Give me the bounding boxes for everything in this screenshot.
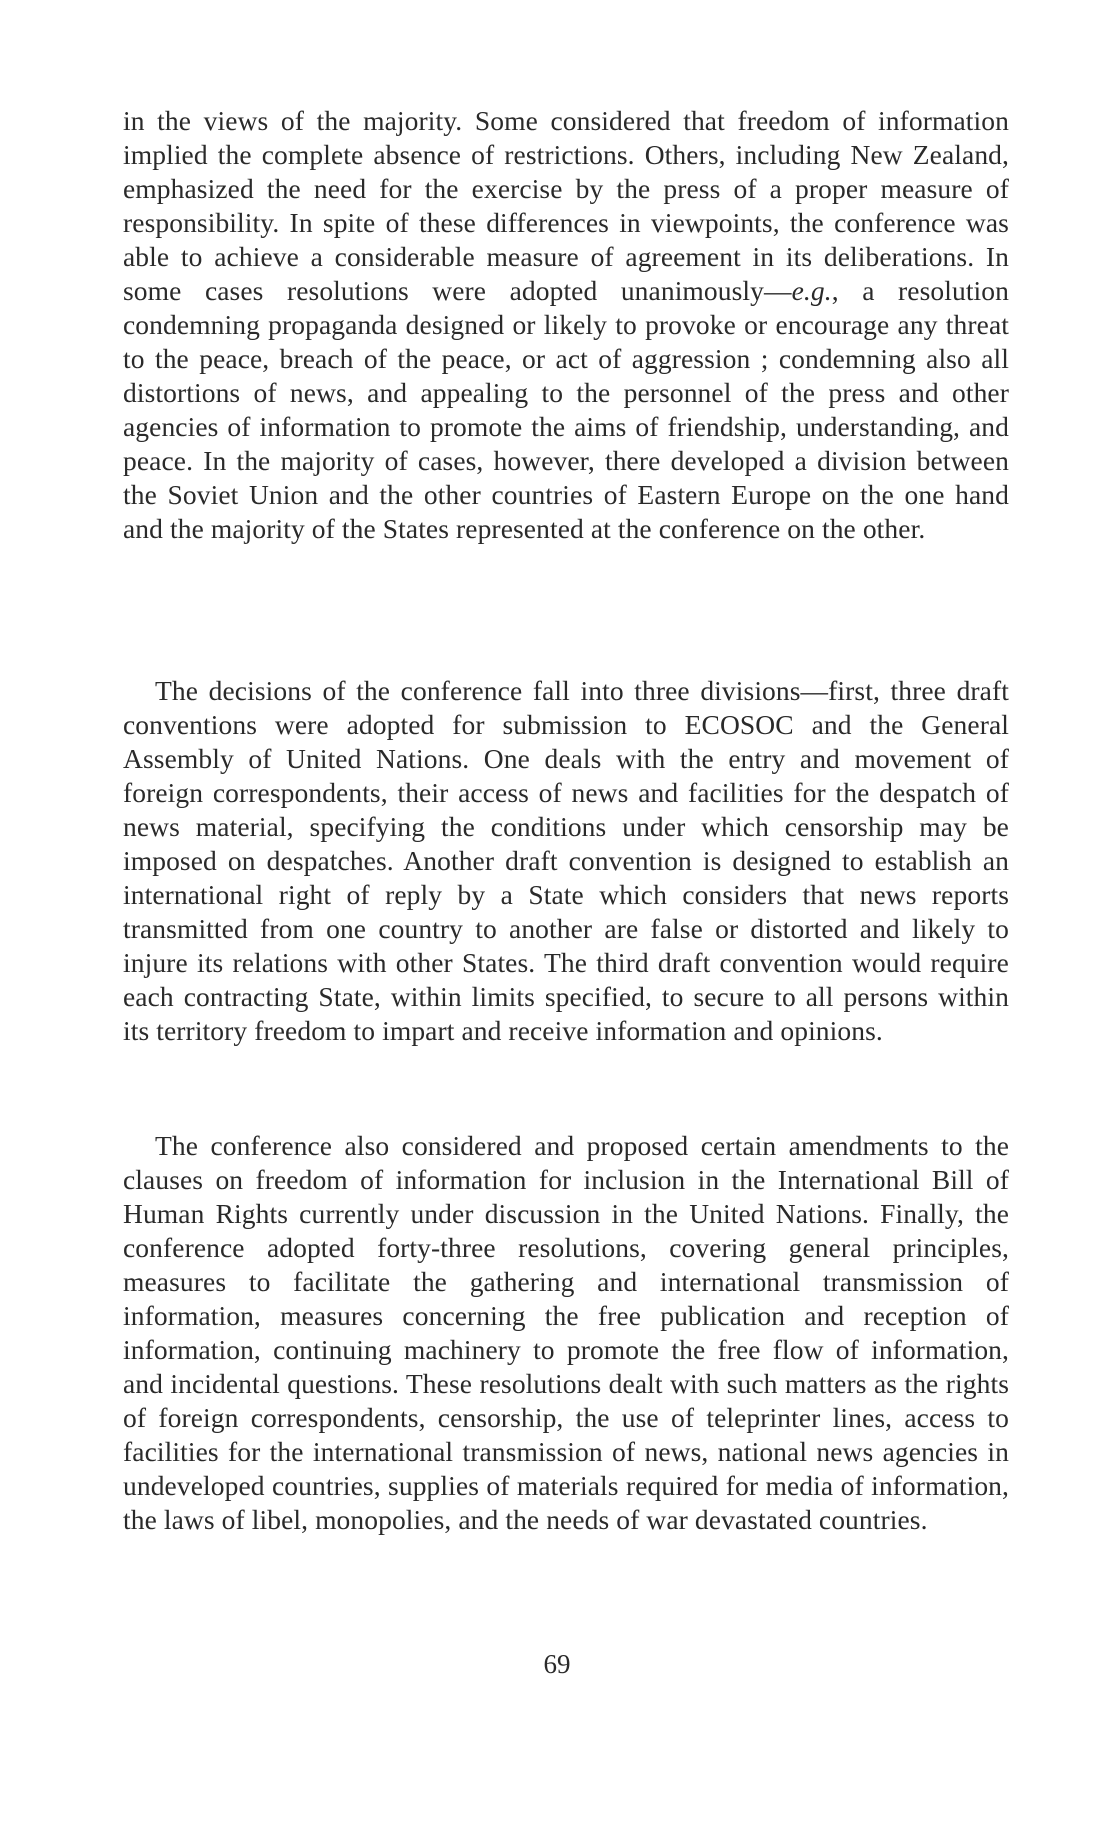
paragraph-2: The decisions of the conference fall into three divisions—first, three draft conventions were adopted for submission to ECOSOC and the General Assembly of United Nations. One deals with the entry and movement of foreign correspondents, their access of news and facilities for the despatch of news material, specifying the conditions under which censorship may be imposed on despatches. Another draft convention is designed to establish an international right of reply by a State which considers that news reports transmitted from one country to another are false or distorted and likely to injure its relations with other States. The third draft convention would require each contracting State, within limits specified, to secure to all persons within its territory freedom to impart and receive information and opinions.	[123, 674, 1009, 1046]
paragraph-1-text-after: , a resolution condemning propaganda designed or likely to provoke or encourage any threat to the peace, breach of the peace, or act of aggression ; condemning also all distortions of news, and appealing to the personnel of the press and other agencies of information to promote the aims of friendship, understanding, and peace. In the majority of cases, however, there developed a division between the Soviet Union and the other countries of Eastern Europe on the one hand and the majority of the States represented at the conference on the other.	[123, 274, 1010, 544]
page-number: 69	[543, 1649, 571, 1679]
paragraph-3: The conference also considered and proposed certain amendments to the clauses on freedom of information for inclusion in the International Bill of Human Rights currently under discussion in the United Nations. Finally, the conference adopted forty-three resolutions, covering general principles, measures to facilitate the gathering and international transmission of information, measures concerning the free publication and reception of information, continuing machinery to promote the free flow of information, and incidental questions. These resolutions dealt with such matters as the rights of foreign correspondents, censorship, the use of teleprinter lines, access to facilities for the international transmission of news, national news agencies in undeveloped countries, supplies of materials required for media of information, the laws of libel, monopolies, and the needs of war devastated countries.	[123, 1129, 1009, 1535]
paragraph-1-text-before: in the views of the majority. Some considered that freedom of information implied the complete absence of restrictions. Others, including New Zealand, emphasized the need for the exercise by the press of a proper measure of responsibility. In spite of these differences in viewpoints, the conference was able to achieve a considerable measure of agreement in its deliberations. In some cases resolutions were adopted unanimously—	[123, 104, 1009, 306]
paragraph-1-italic-eg: e.g.	[791, 274, 832, 306]
paragraph-1	[123, 104, 1009, 546]
